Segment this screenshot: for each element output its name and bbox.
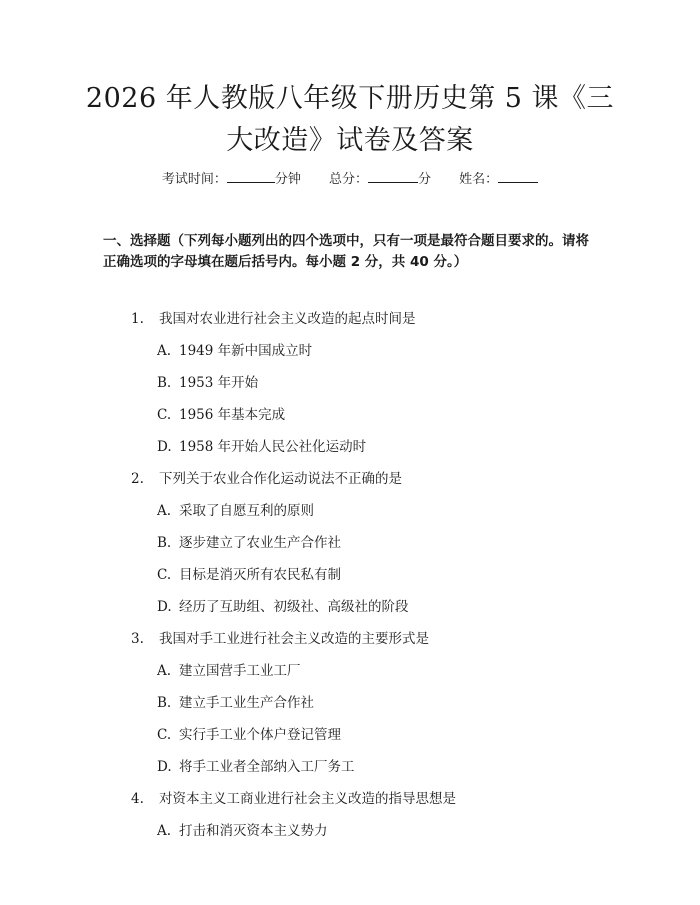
option-1d[interactable] bbox=[157, 438, 366, 456]
question-2 bbox=[131, 470, 402, 488]
section-heading: 一、选择题（下列每小题列出的四个选项中，只有一项是最符合题目要求的。请将正确选项的字母填在题后括号内。每小题 2 分，共 40 分。） bbox=[103, 233, 589, 270]
question-1 bbox=[131, 310, 416, 328]
option-text: 打击和消灭资本主义势力 bbox=[179, 823, 328, 839]
option-letter: A. bbox=[157, 663, 172, 679]
option-2d[interactable] bbox=[157, 598, 409, 616]
option-letter: A. bbox=[157, 343, 172, 359]
question-text: 下列关于农业合作化运动说法不正确的是 bbox=[159, 471, 402, 487]
question-number: 2. bbox=[131, 471, 144, 487]
question-4 bbox=[131, 790, 456, 808]
question-3 bbox=[131, 630, 429, 648]
option-2a[interactable] bbox=[157, 502, 314, 520]
option-1a[interactable] bbox=[157, 342, 312, 360]
total-score-field bbox=[329, 170, 431, 189]
option-3b[interactable] bbox=[157, 694, 314, 712]
option-letter: B. bbox=[157, 535, 172, 551]
option-text: 1958 年开始人民公社化运动时 bbox=[179, 439, 367, 455]
exam-info-line bbox=[0, 170, 700, 189]
option-text: 1956 年基本完成 bbox=[179, 407, 286, 423]
option-2b[interactable] bbox=[157, 534, 341, 552]
option-text: 经历了互助组、初级社、高级社的阶段 bbox=[179, 599, 409, 615]
option-letter: B. bbox=[157, 375, 172, 391]
option-text: 逐步建立了农业生产合作社 bbox=[179, 535, 341, 551]
option-text: 将手工业者全部纳入工厂务工 bbox=[179, 759, 355, 775]
option-text: 1953 年开始 bbox=[179, 375, 259, 391]
option-text: 采取了自愿互利的原则 bbox=[179, 503, 314, 519]
question-text: 我国对农业进行社会主义改造的起点时间是 bbox=[159, 311, 416, 327]
name-blank[interactable] bbox=[498, 170, 538, 183]
option-1c[interactable] bbox=[157, 406, 285, 424]
option-4a[interactable] bbox=[157, 822, 328, 840]
option-text: 1949 年新中国成立时 bbox=[179, 343, 313, 359]
option-text: 建立国营手工业工厂 bbox=[179, 663, 301, 679]
total-score-unit: 分 bbox=[418, 172, 432, 187]
option-letter: A. bbox=[157, 823, 172, 839]
exam-time-unit: 分钟 bbox=[274, 172, 301, 187]
total-score-blank[interactable] bbox=[368, 170, 418, 183]
exam-time-field bbox=[162, 170, 301, 189]
exam-time-label: 考试时间： bbox=[161, 172, 227, 187]
question-text: 对资本主义工商业进行社会主义改造的指导思想是 bbox=[159, 791, 456, 807]
option-3d[interactable] bbox=[157, 758, 355, 776]
document-title: 2026 年人教版八年级下册历史第 5 课《三大改造》试卷及答案 bbox=[85, 83, 615, 156]
question-number: 4. bbox=[131, 791, 144, 807]
option-letter: A. bbox=[157, 503, 172, 519]
option-2c[interactable] bbox=[157, 566, 341, 584]
option-3c[interactable] bbox=[157, 726, 341, 744]
option-letter: D. bbox=[157, 599, 172, 615]
name-label: 姓名： bbox=[459, 172, 499, 187]
option-letter: B. bbox=[157, 695, 172, 711]
question-number: 1. bbox=[131, 311, 144, 327]
option-letter: D. bbox=[157, 759, 172, 775]
option-1b[interactable] bbox=[157, 374, 258, 392]
exam-time-blank[interactable] bbox=[227, 170, 275, 183]
question-number: 3. bbox=[131, 631, 144, 647]
option-text: 实行手工业个体户登记管理 bbox=[179, 727, 341, 743]
option-3a[interactable] bbox=[157, 662, 301, 680]
option-letter: C. bbox=[157, 567, 172, 583]
option-text: 目标是消灭所有农民私有制 bbox=[179, 567, 341, 583]
option-letter: C. bbox=[157, 407, 172, 423]
total-score-label: 总分： bbox=[328, 172, 368, 187]
question-text: 我国对手工业进行社会主义改造的主要形式是 bbox=[159, 631, 429, 647]
option-letter: C. bbox=[157, 727, 172, 743]
option-text: 建立手工业生产合作社 bbox=[179, 695, 314, 711]
option-letter: D. bbox=[157, 439, 172, 455]
name-field bbox=[459, 170, 538, 189]
